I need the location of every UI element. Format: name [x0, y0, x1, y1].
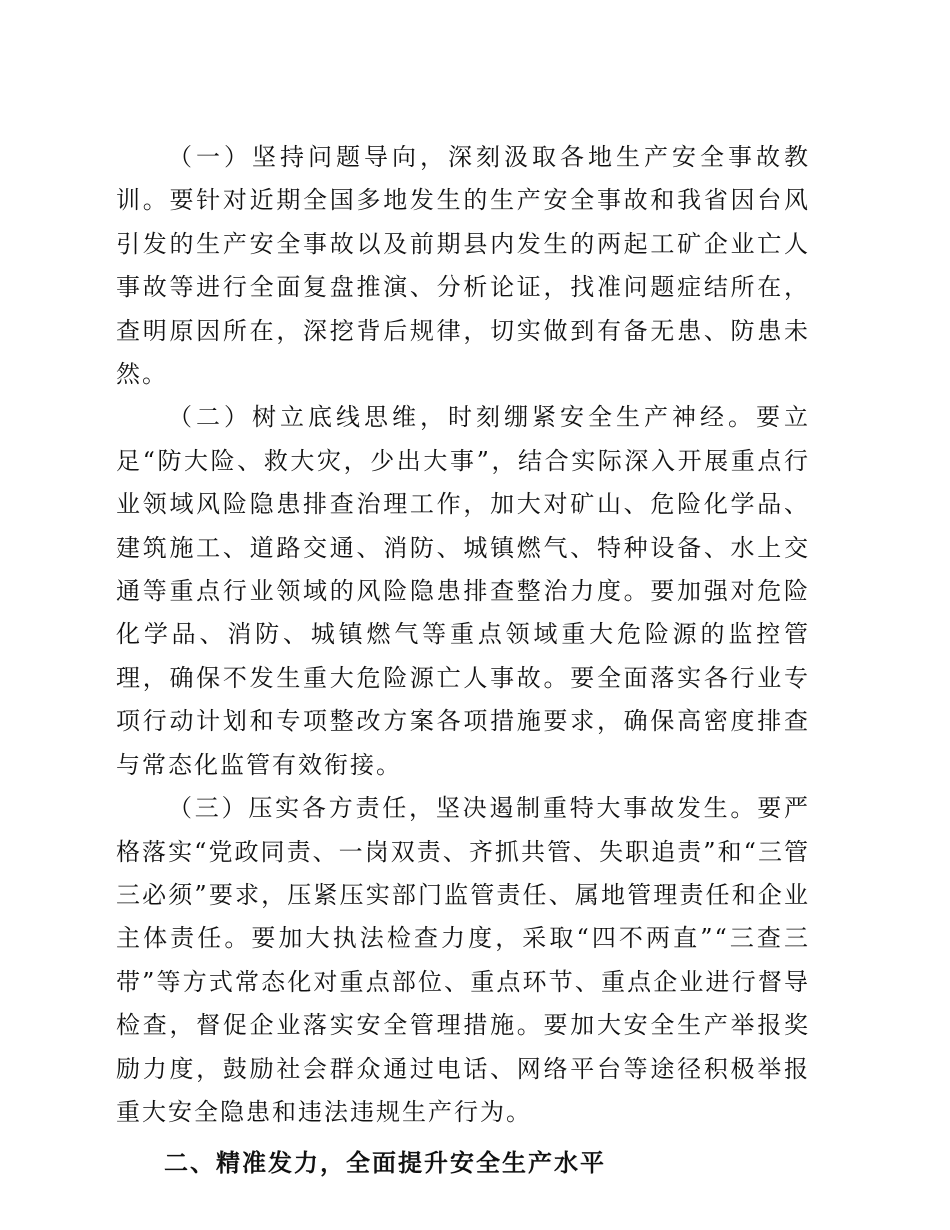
paragraph-2: （二）树立底线思维，时刻绷紧安全生产神经。要立足“防大险、救大灾，少出大事”，结合实际深入开展重点行业领域风险隐患排查治理工作，加大对矿山、危险化学品、建筑施工、道路交通、消防、城镇燃气、特种设备、水上交通等重点行业领域的风险隐患排查整治力度。要加强对危险化学品、消防、城镇燃气等重点领域重大危险源的监控管理，确保不发生重大危险源亡人事故。要全面落实各行业专项行动计划和专项整改方案各项措施要求，确保高密度排查与常态化监管有效衔接。 — [116, 403, 810, 779]
paragraph-1: （一）坚持问题导向，深刻汲取各地生产安全事故教训。要针对近期全国多地发生的生产安全事故和我省因台风引发的生产安全事故以及前期县内发生的两起工矿企业亡人事故等进行全面复盘推演、分析论证，找准问题症结所在，查明原因所在，深挖背后规律，切实做到有备无患、防患未然。 — [116, 143, 810, 389]
document-body — [116, 136, 810, 1186]
paragraph-3: （三）压实各方责任，坚决遏制重特大事故发生。要严格落实“党政同责、一岗双责、齐抓共管、失职追责”和“三管三必须”要求，压紧压实部门监管责任、属地管理责任和企业主体责任。要加大执法检查力度，采取“四不两直”“三查三带”等方式常态化对重点部位、重点环节、重点企业进行督导检查，督促企业落实安全管理措施。要加大安全生产举报奖励力度，鼓励社会群众通过电话、网络平台等途径积极举报重大安全隐患和违法违规生产行为。 — [116, 794, 810, 1126]
section-heading: 二、精准发力，全面提升安全生产水平 — [164, 1149, 606, 1178]
